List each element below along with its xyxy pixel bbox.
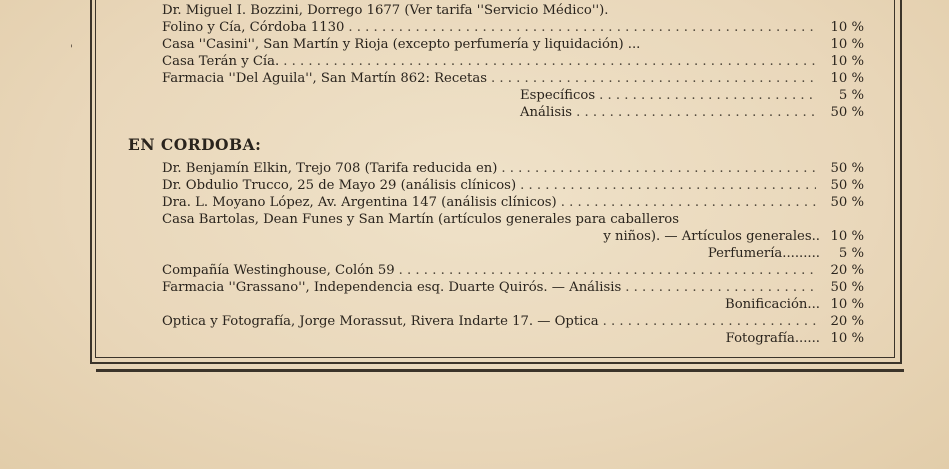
entry-percent: 5 %: [838, 88, 864, 103]
entry-text: y niños). — Artículos generales..: [603, 229, 820, 244]
entry-text: Dr. Benjamín Elkin, Trejo 708 (Tarifa reducida en): [162, 161, 498, 176]
entry-text: Específicos: [520, 88, 596, 103]
leader-dots: [561, 195, 816, 211]
list-item: [162, 37, 864, 53]
list-item: [162, 246, 864, 262]
leader-dots: [399, 263, 816, 279]
leader-dots: [501, 161, 816, 177]
section-heading: EN CORDOBA:: [128, 135, 262, 154]
entry-text: Dr. Miguel I. Bozzini, Dorrego 1677 (Ver tarifa ''Servicio Médico'').: [162, 3, 609, 18]
entry-text: Perfumería.........: [707, 246, 820, 261]
margin-mark: ': [70, 44, 73, 55]
list-item: [162, 54, 864, 70]
entry-text: Fotografía......: [725, 331, 820, 346]
entry-text: Farmacia ''Del Aguila'', San Martín 862: Recetas: [162, 71, 487, 86]
list-item: [162, 314, 864, 330]
list-item: [162, 161, 864, 177]
list-item: [162, 71, 864, 87]
leader-dots: [576, 105, 816, 121]
list-item: [162, 263, 864, 279]
list-item: [162, 297, 864, 313]
entry-percent: 50 %: [830, 178, 864, 193]
list-item: [162, 178, 864, 194]
leader-dots: [599, 88, 816, 104]
entry-text: Bonificación...: [725, 297, 820, 312]
entry-percent: 50 %: [830, 195, 864, 210]
entry-text: Optica y Fotografía, Jorge Morassut, Rivera Indarte 17. — Optica: [162, 314, 599, 329]
entry-percent: 20 %: [830, 314, 864, 329]
entry-text: Dr. Obdulio Trucco, 25 de Mayo 29 (análisis clínicos): [162, 178, 517, 193]
entry-text: Farmacia ''Grassano'', Independencia esq. Duarte Quirós. — Análisis: [162, 280, 622, 295]
entry-percent: 50 %: [830, 280, 864, 295]
entry-percent: 10 %: [830, 331, 864, 346]
list-item: [162, 195, 864, 211]
entry-percent: 5 %: [838, 246, 864, 261]
entry-text: Casa Terán y Cía.: [162, 54, 280, 69]
entry-percent: 10 %: [830, 54, 864, 69]
list-item: [162, 280, 864, 296]
entry-text: Folino y Cía, Córdoba 1130: [162, 20, 345, 35]
list-item: [162, 331, 864, 347]
entry-percent: 50 %: [830, 161, 864, 176]
leader-dots: [603, 314, 816, 330]
leader-dots: [520, 178, 816, 194]
entry-text: Análisis: [520, 105, 573, 120]
entry-percent: 10 %: [830, 37, 864, 52]
entry-percent: 50 %: [830, 105, 864, 120]
list-item: [162, 229, 864, 245]
list-item: [162, 3, 864, 19]
leader-dots: [348, 20, 816, 36]
list-item: [520, 88, 864, 104]
entry-percent: 20 %: [830, 263, 864, 278]
list-item: [520, 105, 864, 121]
entry-percent: 10 %: [830, 229, 864, 244]
page-frame-bottom-rule: [96, 365, 904, 372]
entry-text: Casa Bartolas, Dean Funes y San Martín (artículos generales para caballeros: [162, 212, 680, 227]
leader-dots: [283, 54, 816, 70]
entry-text: Casa ''Casini'', San Martín y Rioja (excepto perfumería y liquidación) ...: [162, 37, 641, 52]
list-item: [162, 20, 864, 36]
entry-text: Compañía Westinghouse, Colón 59: [162, 263, 395, 278]
entry-percent: 10 %: [830, 20, 864, 35]
leader-dots: [625, 280, 816, 296]
list-item: [162, 212, 864, 228]
entry-percent: 10 %: [830, 71, 864, 86]
entry-percent: 10 %: [830, 297, 864, 312]
leader-dots: [491, 71, 816, 87]
entry-text: Dra. L. Moyano López, Av. Argentina 147 (análisis clínicos): [162, 195, 557, 210]
